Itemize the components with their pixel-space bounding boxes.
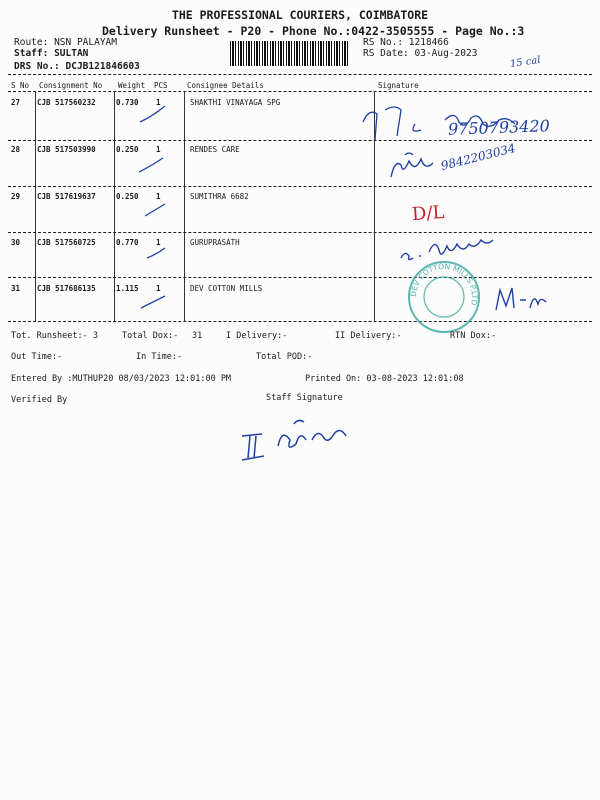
verified-by: Verified By: [11, 395, 68, 405]
row-consignee: SUMITHRA 6682: [190, 192, 249, 201]
runsheet-subtitle: Delivery Runsheet - P20 - Phone No.:0422-3505555 - Page No.:3: [102, 24, 525, 38]
staff-signature: [234, 410, 364, 468]
row-consignment: CJB 517686135: [37, 284, 96, 293]
drs-line: [14, 61, 140, 72]
col-consignment: Consignment No: [39, 81, 103, 90]
rs-no-value: 1218466: [408, 37, 449, 48]
tot-runsheet: Tot. Runsheet:- 3: [11, 331, 98, 341]
col-sep: [114, 91, 115, 321]
rs-no-label: RS No.:: [363, 37, 404, 48]
row28-phone-handwritten: 9842203034: [439, 140, 517, 174]
row-pcs: 1: [156, 192, 161, 201]
row-sno: 28: [11, 145, 21, 154]
rs-date-label: RS Date:: [363, 48, 409, 59]
col-consignee: Consignee Details: [187, 81, 264, 90]
table-bottom-rule: [8, 321, 592, 322]
col-pcs: PCS: [154, 81, 168, 90]
total-dox-label: Total Dox:-: [122, 331, 179, 341]
row-consignment: CJB 517560725: [37, 238, 96, 247]
signature-row-31: [490, 282, 550, 314]
row27-phone-handwritten: 9750793420: [447, 116, 551, 139]
entered-by: Entered By :MUTHUP20 08/03/2023 12:01:00 PM: [11, 374, 232, 384]
total-dox-value: 31: [192, 331, 203, 341]
row-consignment: CJB 517619637: [37, 192, 96, 201]
row-weight: 0.250: [116, 145, 139, 154]
row-consignee: SHAKTHI VINAYAGA SPG: [190, 98, 281, 107]
in-time: In Time:-: [136, 352, 183, 362]
row-consignee: GURUPRASATH: [190, 238, 240, 247]
col-signature: Signature: [378, 81, 419, 90]
rtn-dox: RTN Dox:-: [450, 331, 497, 341]
rs-no-line: [363, 37, 449, 48]
drs-value: DCJB121846603: [65, 61, 140, 72]
printed-on: Printed On: 03-08-2023 12:01:08: [305, 374, 464, 384]
row-sno: 30: [11, 238, 21, 247]
total-pod: Total POD:-: [256, 352, 313, 362]
staff-signature-label: Staff Signature: [266, 393, 343, 403]
col-sep: [35, 91, 36, 321]
barcode: [230, 41, 348, 66]
row-weight: 0.770: [116, 238, 139, 247]
corner-handwritten-mark: 15 cal: [509, 54, 542, 71]
route-line: [14, 37, 117, 48]
row-weight: 1.115: [116, 284, 139, 293]
staff-value: SULTAN: [54, 48, 89, 59]
staff-label: Staff:: [14, 48, 49, 59]
route-label: Route:: [14, 37, 49, 48]
col-sno: S No: [11, 81, 30, 90]
row-pcs: 1: [156, 98, 161, 107]
row-rule: [8, 277, 592, 278]
rs-date-value: 03-Aug-2023: [414, 48, 478, 59]
i-delivery: I Delivery:-: [226, 331, 288, 341]
row-weight: 0.730: [116, 98, 139, 107]
pcs-tick-marks: [135, 100, 175, 320]
table-top-rule: [8, 74, 592, 75]
rs-date-line: [363, 48, 477, 59]
row-pcs: 1: [156, 238, 161, 247]
drs-label: DRS No.:: [14, 61, 60, 72]
row-pcs: 1: [156, 145, 161, 154]
ii-delivery: II Delivery:-: [335, 331, 402, 341]
header-bottom-rule: [8, 91, 592, 92]
signature-row-28: [385, 145, 445, 185]
col-sep: [184, 91, 185, 321]
page-title: THE PROFESSIONAL COURIERS, COIMBATORE: [171, 8, 429, 22]
row-consignment: CJB 517503990: [37, 145, 96, 154]
row-sno: 27: [11, 98, 21, 107]
svg-text:DEV COTTON MILLS P.LTD: [409, 262, 479, 306]
out-time: Out Time:-: [11, 352, 63, 362]
row-pcs: 1: [156, 284, 161, 293]
staff-line: [14, 48, 88, 59]
row-consignee: DEV COTTON MILLS: [190, 284, 263, 293]
row-sno: 29: [11, 192, 21, 201]
route-value: NSN PALAYAM: [54, 37, 117, 48]
row-weight: 0.250: [116, 192, 139, 201]
row-consignment: CJB 517560232: [37, 98, 96, 107]
stamp-text: DEV COTTON MILLS P.LTD: [408, 261, 480, 307]
company-stamp: [405, 258, 483, 336]
row-consignee: RENDES CARE: [190, 145, 240, 154]
row29-dl-handwritten: D/L: [411, 201, 446, 226]
col-weight: Weight: [118, 81, 146, 90]
row-rule: [8, 186, 592, 187]
row-sno: 31: [11, 284, 21, 293]
